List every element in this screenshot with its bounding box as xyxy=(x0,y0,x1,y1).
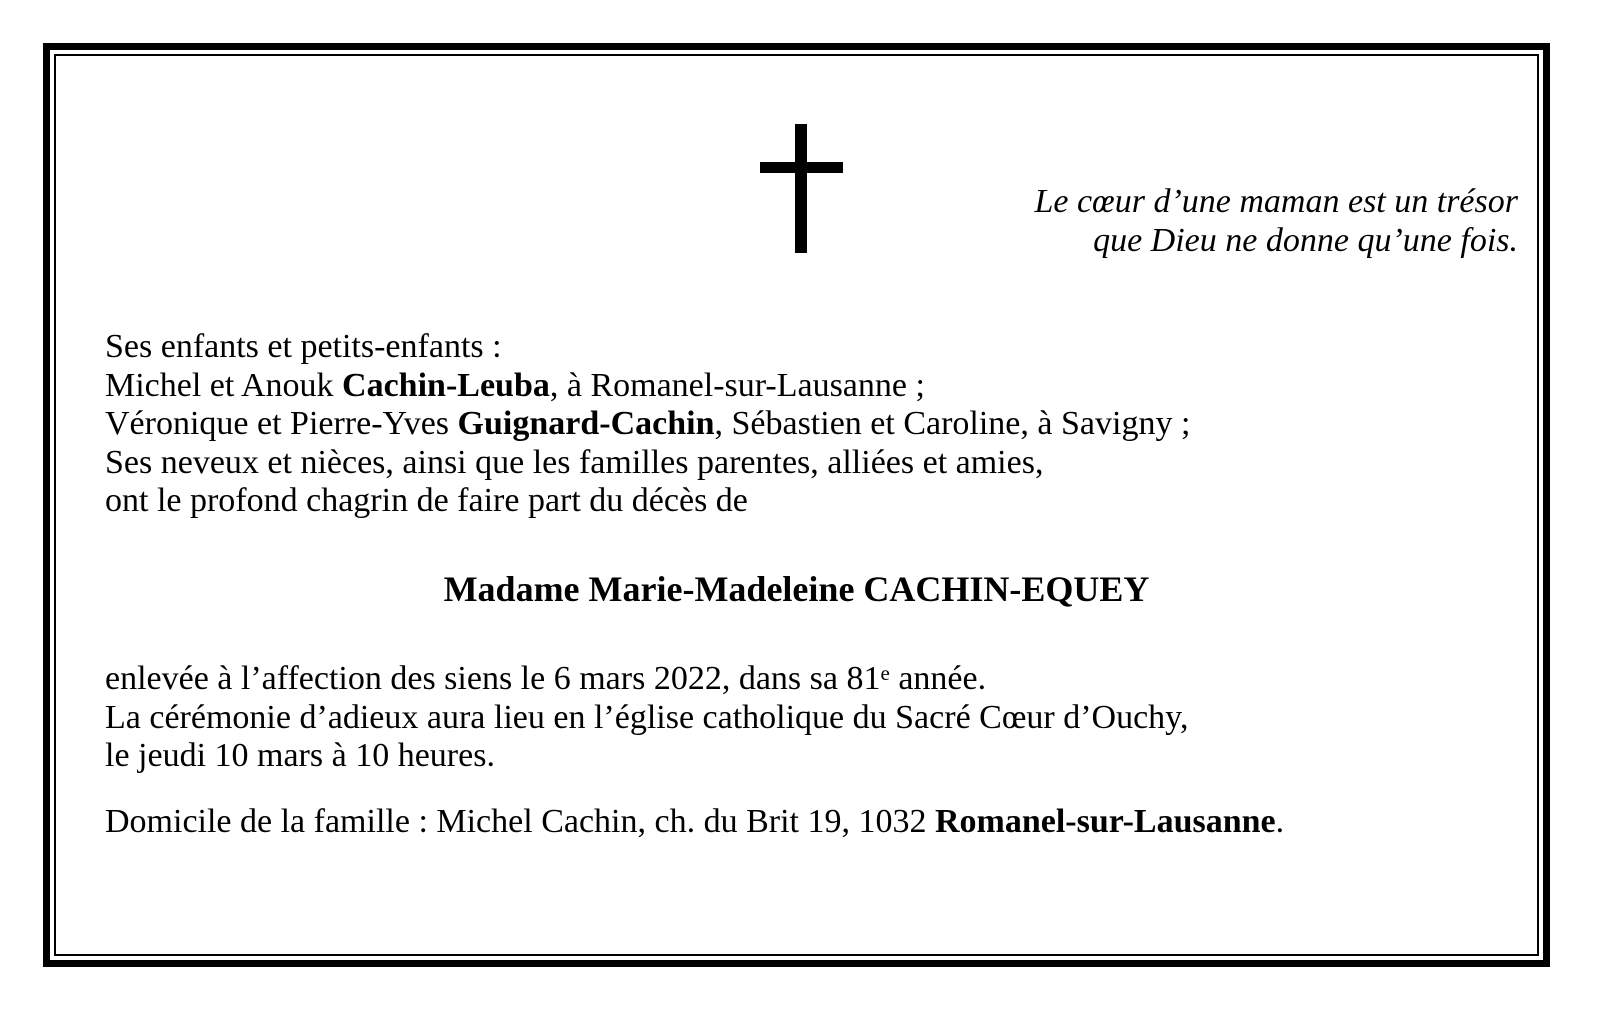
text-line: Ses enfants et petits-enfants : xyxy=(105,328,502,365)
text-line: Ses neveux et nièces, ainsi que les familles parentes, alliées et amies, xyxy=(105,443,1044,481)
cross-vertical-bar xyxy=(795,124,807,253)
text-line: Le cœur d’une maman est un trésor xyxy=(1034,183,1518,220)
cross-horizontal-bar xyxy=(760,162,843,173)
text-line: le jeudi 10 mars à 10 heures. xyxy=(105,737,495,775)
text-line: ont le profond chagrin de faire part du décès de xyxy=(105,482,748,520)
epitaph-quote xyxy=(1034,182,1518,260)
text-line: La cérémonie d’adieux aura lieu en l’église catholique du Sacré Cœur d’Ouchy, xyxy=(105,698,1189,736)
text-line: enlevée à l’affection des siens le 6 mars 2022, dans sa 81e année. xyxy=(105,660,987,697)
latin-cross-icon xyxy=(760,124,843,253)
text-line: Domicile de la famille : Michel Cachin, ch. du Brit 19, 1032 Romanel-sur-Lausanne. xyxy=(105,803,1285,840)
mourning-frame-inner xyxy=(54,54,1539,956)
deceased-name: Madame Marie-Madeleine CACHIN-EQUEY xyxy=(443,569,1150,609)
family-announcement-paragraph xyxy=(105,328,1190,521)
mourning-frame xyxy=(43,43,1550,967)
text-line: Michel et Anouk Cachin-Leuba, à Romanel-sur-Lausanne ; xyxy=(105,366,925,404)
ceremony-details-paragraph xyxy=(105,660,1188,776)
text-line: que Dieu ne donne qu’une fois. xyxy=(1093,222,1518,259)
family-domicile-line xyxy=(105,803,1284,842)
text-line: Véronique et Pierre-Yves Guignard-Cachin, Sébastien et Caroline, à Savigny ; xyxy=(105,405,1191,443)
